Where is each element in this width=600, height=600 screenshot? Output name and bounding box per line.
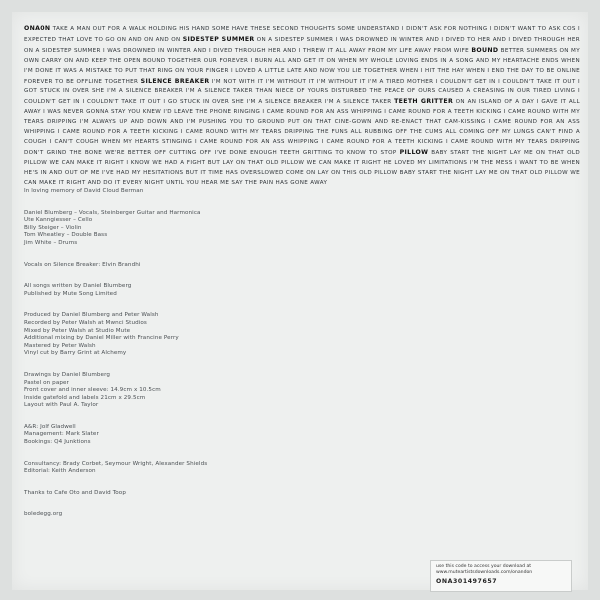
song-title: PILLOW [399, 148, 429, 156]
credit-line: A&R: Jolf Gladwell [24, 423, 76, 430]
credit-line: Produced by Daniel Blumberg and Peter Walsh [24, 312, 159, 319]
credit-line: Daniel Blumberg – Vocals, Steinberger Guitar and Harmonica [24, 209, 201, 216]
song-title: TEETH GRITTER [394, 98, 454, 106]
lyric-text: ON AN ISLAND OF A DAY I GAVE IT ALL AWAY I WAS NEVER GONNA STAY YOU KNEW I'D LEAVE THE PHONE RINGING I CAME ROUND FOR AN ASS WHIPPING I CAME ROUND FOR A TEETH KICKING I CAME ROUND WITH MY TEARS DRIPPING I'M ALWAYS UP AND DOWN AND I'M PUSHING YOU TO GROUND PUT ON THAT CINE-GOWN AND RE-ENACT THAT CAM-KISSING I CAME ROUND FOR AN ASS WHIPPING I CAME ROUND FOR A TEETH KICKING I CAME ROUND WITH MY TEARS DRIPPING THE FUNS ALL RUBBING OFF THE CUMS ALL COMING OFF MY LUNGS CAN'T FIND A COUGH I CAN'T COUGH WHEN MY HEARTS STINGING I CAME ROUND FOR AN ASS WHIPPING I CAME ROUND FOR A TEETH KICKING I CAME ROUND WITH MY TEARS DRIPPING DON'T GRIND THE BONE WE'RE BETTER OFF CUTTING OFF I'VE DONE ENOUGH TEETH GRITTING TO KNOW TO STOP [24, 99, 580, 156]
credit-line: Consultancy: Brady Corbet, Seymour Wright, Alexander Shields [24, 460, 208, 467]
lyric-text: BABY START THE NIGHT LAY ME ON THAT OLD PILLOW WE CAN MAKE IT RIGHT I KNOW WE HAD A FIGHT BUT LAY ON THAT OLD PILLOW WE CAN MAKE IT RIGHT HE LOVED MY LIMITATIONS I'M THE MESS I WANT TO BE WHEN HE'S IN AND OUT OF ME I'VE HAD MY HESITATIONS BUT IT TIME HAS OVERSLOWED COME ON LAY ON THIS OLD PILLOW BABY START THE NIGHT LAY ME ON THAT OLD PILLOW WE CAN MAKE IT RIGHT AND DO IT EVERY NIGHT UNTIL YOU HEAR ME SAY THE PAIN HAS GONE AWAY [24, 149, 580, 186]
lyric-text: ON A SIDESTEP SUMMER I WAS DROWNED IN WINTER AND I DIVED TO HER AND I DIVED THROUGH HER ON A SIDESTEP SUMMER I WAS DROWNED IN WINTER AND I DIVED THROUGH HER AND I THREW IT ALL AWAY FROM MY LIFE AWAY FROM WIFE [24, 36, 580, 54]
credit-line: In loving memory of David Cloud Berman [24, 188, 144, 194]
credit-line: Inside gatefold and labels 21cm x 29.5cm [24, 394, 146, 401]
download-code-box [430, 560, 572, 592]
credit-line: Front cover and inner sleeve: 14.9cm x 10.5cm [24, 387, 161, 394]
credit-line: Pastel on paper [24, 379, 69, 386]
credit-line: Mixed by Peter Walsh at Studio Mute [24, 327, 131, 334]
credit-line: All songs written by Daniel Blumberg [24, 283, 132, 290]
song-title: BOUND [471, 46, 499, 54]
credit-group [24, 283, 324, 298]
credit-line: Additional mixing by Daniel Miller with Francine Perry [24, 335, 179, 342]
credit-line: boledegg.org [24, 511, 63, 518]
credit-line: Vocals on Silence Breaker: Elvin Brandhi [24, 261, 141, 268]
song-title: SILENCE BREAKER [140, 77, 210, 85]
lyric-text: BETTER SUMMERS ON MY OWN CARRY ON AND KEEP THE OPEN BOUND TOGETHER OUR FOREVER I BURN ALL AND GET IT ON WHEN MY WHOLE LOVING ENDS IN A SONG AND MY HEARTACHE ENDS WHEN I'M DONE IT WAS A MISTAKE TO PUT THAT RING ON YOUR FINGER I LOVED A LITTLE LATE AND NOW YOU LIE TOGETHER WHEN I HIT THE HAY WHEN I END THE DAY TO BE ONLINE FOREVER TO BE OFFLINE TOGETHER [24, 47, 580, 85]
lyric-text: I'M NOT WITH IT I'M WITHOUT IT I'M WITHOUT IT I'M A TIRED MOTHER I COULDN'T GET IN I COULDN'T TAKE IT OUT I GOT STUCK IN OVER SHE I'M A SILENCE BREAKER I'M A SILENCE TAKER THAN NIECE OF YOURS DISTURBED THE PEACE OF OURS CAUSED A CREASING IN OUR TIRED LIVING I COULDN'T GET IN I COULDN'T TAKE IT OUT I GO STUCK IN OVER SHE I'M A SILENCE BREAKER I'M A SILENCE TAKER [24, 78, 581, 106]
lyrics-block [24, 24, 580, 189]
credit-group [24, 461, 324, 476]
song-title: SIDESTEP SUMMER [182, 35, 255, 43]
credit-line: Billy Steiger – Violin [24, 224, 82, 231]
song-title: ONA0N [24, 25, 51, 32]
credit-line: Jim White – Drums [24, 239, 78, 246]
credit-line: Thanks to Cafe Oto and David Toop [24, 489, 126, 496]
download-code: ONA301497657 [436, 578, 498, 586]
credit-line: Layout with Paul A. Taylor [24, 402, 99, 409]
download-url: www.muteartistsdownloads.com/onandon [436, 569, 533, 575]
credit-group [24, 210, 324, 248]
credit-group [24, 490, 324, 498]
credit-line: Bookings: Q4 Junktions [24, 439, 91, 446]
credit-group [24, 372, 324, 410]
credit-line: Mastered by Peter Walsh [24, 342, 96, 349]
credit-line: Drawings by Daniel Blumberg [24, 371, 111, 378]
credit-line: Editorial: Keith Anderson [24, 468, 96, 475]
credit-group [24, 424, 324, 447]
credit-group [24, 262, 324, 270]
credits-block [24, 188, 324, 533]
credit-line: Recorded by Peter Walsh at Mwnci Studios [24, 319, 147, 326]
credit-line: Tom Wheatley – Double Bass [24, 232, 108, 239]
lyric-text: TAKE A MAN OUT FOR A WALK HOLDING HIS HAND SOME HAVE THESE SECOND THOUGHTS SOME UNDERSTAND I DIDN'T ASK FOR NOTHING I DIDN'T WANT TO ASK COS I EXPECTED THAT LOVE TO GO ON AND ON AND ON [24, 26, 580, 43]
credit-line: Vinyl cut by Barry Grint at Alchemy [24, 350, 127, 357]
credit-group [24, 511, 324, 519]
credit-group [24, 312, 324, 358]
credit-line: Ute Kanngiesser – Cello [24, 217, 93, 224]
credit-line: Management: Mark Slater [24, 431, 99, 438]
credit-line: Published by Mute Song Limited [24, 290, 117, 297]
credit-group [24, 188, 324, 196]
download-instruction: use this code to access your download at [436, 564, 532, 569]
